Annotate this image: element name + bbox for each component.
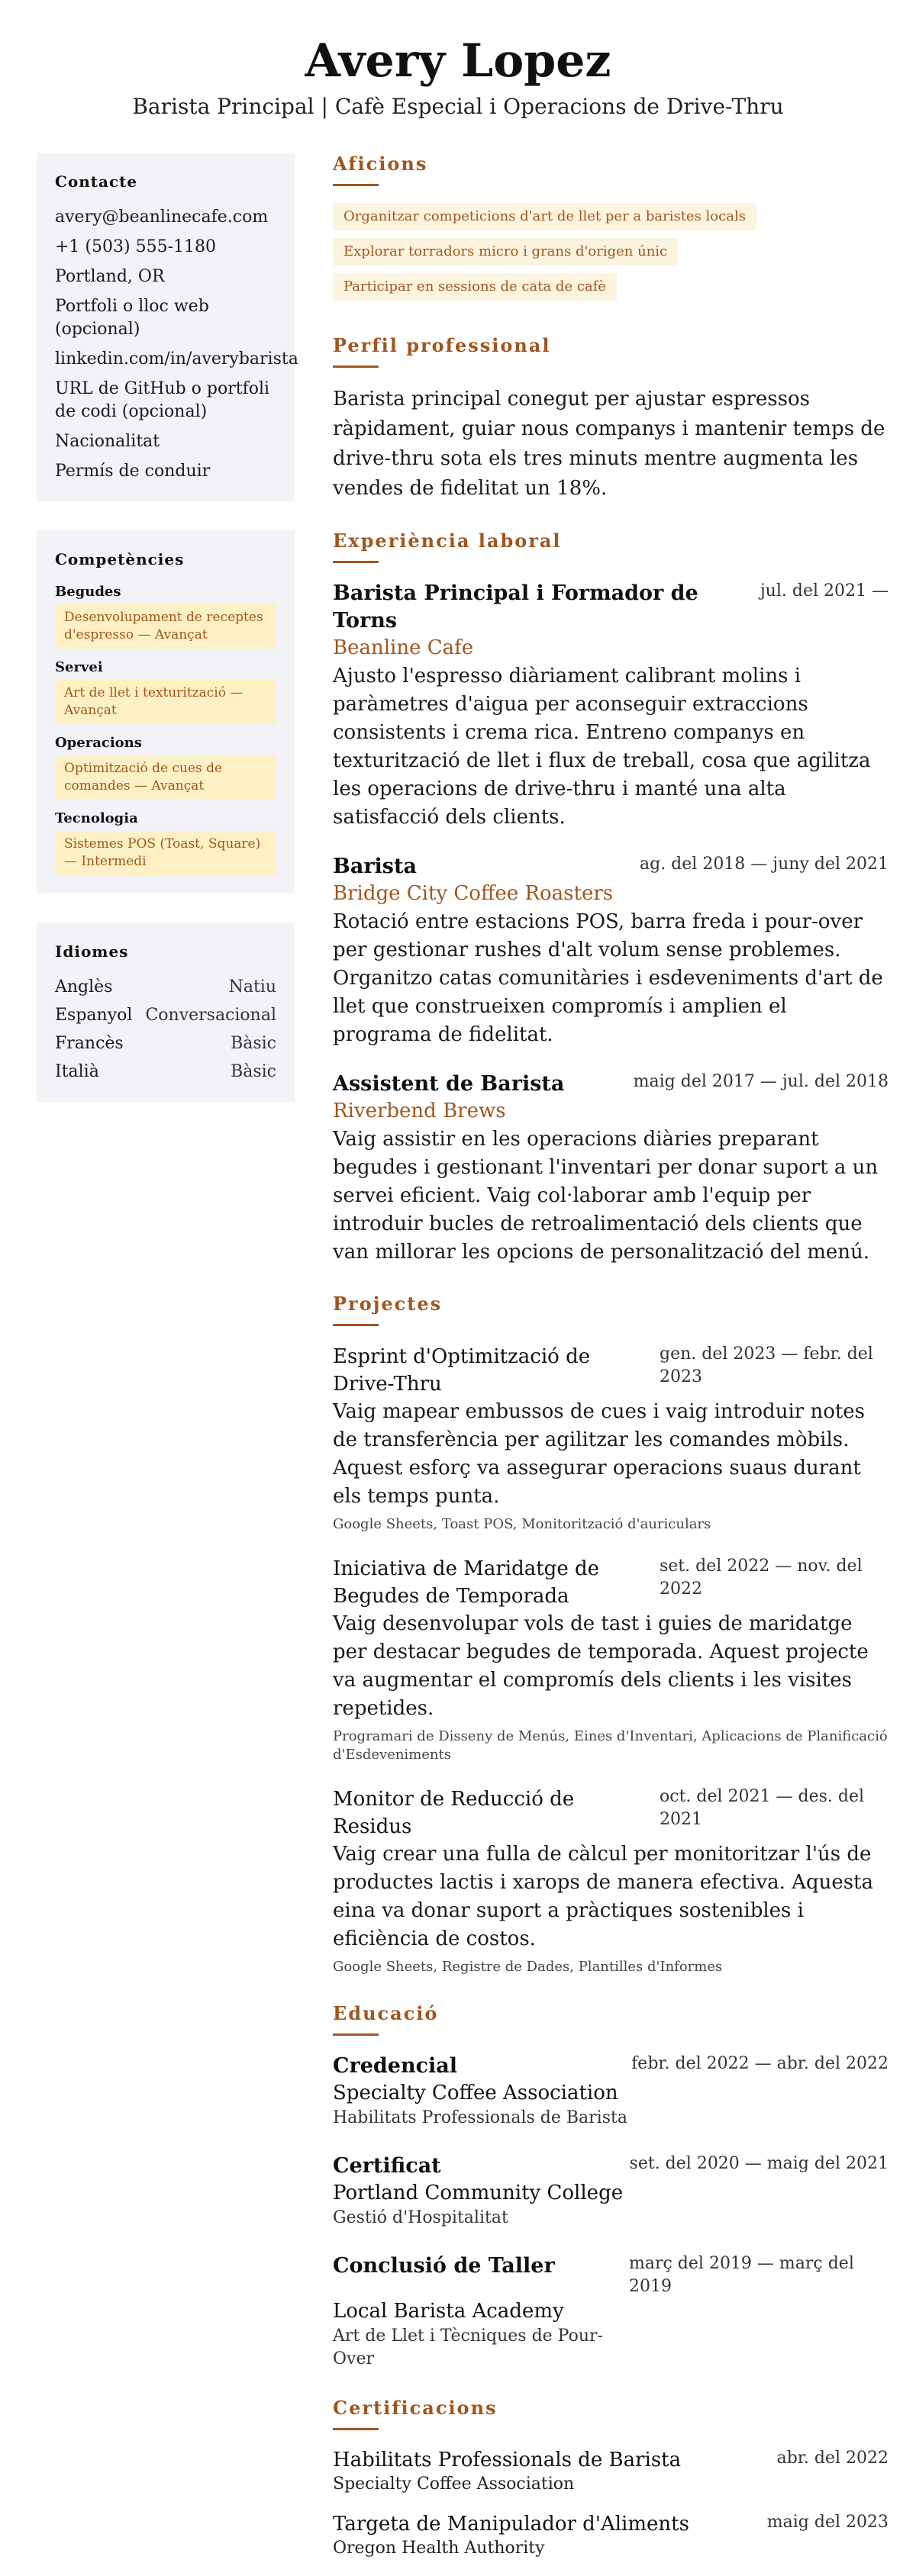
project-tools: Programari de Disseny de Menús, Eines d'Inventari, Aplicacions de Planificació d'Esdeveniments [333, 1728, 888, 1763]
education-dates: febr. del 2022 — abr. del 2022 [631, 2054, 889, 2073]
language-level: Natiu [228, 977, 276, 997]
certification-issuer: Specialty Coffee Association [333, 2475, 575, 2494]
hobby-tag: Explorar torradors micro i grans d'origen únic [333, 238, 678, 266]
certification-entry [333, 2447, 889, 2496]
languages-title: Idiomes [55, 942, 129, 961]
main-content [333, 153, 889, 2576]
section-divider [333, 2033, 379, 2036]
job-dates: ag. del 2018 — juny del 2021 [640, 855, 889, 874]
job-description: Rotació entre estacions POS, barra freda i pour-over per gestionar rushes d'alt volum sense problemes. Organitzo catas comunitàries i esdeveniments d'art de llet que construeixen compromís i amplien el programa de fidelitat. [333, 910, 883, 1046]
section-title: Projectes [333, 1293, 443, 1315]
certification-name: Habilitats Professionals de Barista [333, 2449, 682, 2471]
project-dates: set. del 2022 — nov. del 2022 [660, 1557, 863, 1599]
section-divider [333, 2428, 379, 2430]
education-field: Art de Llet i Tècniques de Pour-Over [333, 2326, 603, 2368]
hobby-tag: Organitzar competicions d'art de llet per a baristes locals [333, 203, 756, 230]
skill-tag: Optimització de cues de comandes — Avançat [55, 755, 276, 800]
education-field: Habilitats Professionals de Barista [333, 2108, 627, 2127]
section-divider [333, 1324, 379, 1326]
project-entry [333, 1785, 889, 1976]
project-description: Vaig crear una fulla de càlcul per monitoritzar l'ús de productes lactis i xarops de manera efectiva. Aquesta eina va donar suport a pràctiques sostenibles i eficiència de costos. [333, 1843, 874, 1950]
education-school: Local Barista Academy [333, 2300, 564, 2323]
section-title: Perfil professional [333, 334, 551, 356]
contact-phone[interactable]: +1 (503) 555-1180 [55, 237, 216, 256]
language-name: Francès [55, 1034, 124, 1053]
education-dates: set. del 2020 — maig del 2021 [629, 2154, 889, 2173]
language-name: Espanyol [55, 1006, 133, 1025]
education-degree: Credencial [333, 2054, 458, 2078]
section-divider [333, 561, 379, 563]
job-dates: jul. del 2021 — [760, 581, 889, 601]
candidate-subtitle: Barista Principal | Cafè Especial i Operacions de Drive-Thru [132, 94, 784, 119]
language-row [55, 1032, 276, 1055]
section-title: Experiència laboral [333, 530, 562, 552]
education-degree: Conclusió de Taller [333, 2254, 555, 2278]
skill-tag: Desenvolupament de receptes d'espresso — Avançat [55, 604, 276, 649]
hobbies-section [333, 153, 889, 308]
languages-card [37, 923, 295, 1102]
skills-title: Competències [55, 550, 185, 568]
experience-entry [333, 853, 889, 1049]
project-dates: oct. del 2021 — des. del 2021 [660, 1787, 865, 1829]
skill-group [55, 659, 276, 724]
skill-category: Servei [55, 659, 103, 675]
section-title: Educació [333, 2002, 439, 2024]
project-description: Vaig mapear embussos de cues i vaig introduir notes de transferència per agilitzar les comandes mòbils. Aquest esforç va assegurar operacions suaus durant els temps punta. [333, 1400, 866, 1508]
skill-group [55, 735, 276, 800]
education-degree: Certificat [333, 2154, 441, 2178]
job-description: Vaig assistir en les operacions diàries preparant begudes i gestionant l'inventari per donar suport a un servei eficient. Vaig col·laborar amb l'equip per introduir bucles de retroalimentació dels clients que van millorar les opcions de personalització del menú. [333, 1128, 879, 1264]
section-title: Aficions [333, 153, 428, 175]
education-dates: març del 2019 — març del 2019 [629, 2254, 854, 2296]
profile-section [333, 334, 889, 504]
contact-title: Contacte [55, 172, 138, 191]
project-title: Monitor de Reducció de Residus [333, 1788, 575, 1838]
section-divider [333, 365, 379, 368]
language-name: Anglès [55, 977, 113, 997]
section-title: Certificacions [333, 2397, 498, 2419]
contact-portfolio: Portfoli o lloc web (opcional) [55, 297, 209, 339]
skill-tag: Art de llet i texturització — Avançat [55, 680, 276, 724]
experience-entry [333, 580, 889, 832]
education-school: Portland Community College [333, 2182, 624, 2204]
sidebar [37, 153, 298, 1131]
profile-summary: Barista principal conegut per ajustar espressos ràpidament, guiar nous companys i mantenir temps de drive-thru sota els tres minuts mentre augmenta les vendes de fidelitat un 18%. [333, 388, 885, 500]
skill-category: Begudes [55, 584, 121, 600]
contact-linkedin[interactable]: linkedin.com/in/averybarista [55, 349, 298, 369]
skills-card [37, 530, 295, 894]
certification-date: maig del 2023 [766, 2513, 889, 2532]
language-level: Bàsic [231, 1062, 276, 1081]
experience-entry [333, 1071, 889, 1267]
contact-email[interactable]: avery@beanlinecafe.com [55, 208, 269, 227]
certification-entry [333, 2511, 889, 2560]
contact-license: Permís de conduir [55, 462, 211, 481]
certification-issuer: Oregon Health Authority [333, 2539, 545, 2558]
experience-section [333, 530, 889, 1267]
job-title: Barista [333, 855, 417, 878]
contact-nationality: Nacionalitat [55, 432, 160, 451]
project-entry [333, 1555, 889, 1764]
project-tools: Google Sheets, Toast POS, Monitorització d'auriculars [333, 1516, 711, 1532]
contact-github: URL de GitHub o portfoli de codi (opcional) [55, 379, 270, 421]
job-dates: maig del 2017 — jul. del 2018 [633, 1072, 889, 1091]
skill-group [55, 584, 276, 649]
job-title: Assistent de Barista [333, 1072, 565, 1096]
project-tools: Google Sheets, Registre de Dades, Plantilles d'Informes [333, 1959, 723, 1975]
contact-location: Portland, OR [55, 267, 165, 286]
company-name: Beanline Cafe [333, 636, 474, 659]
job-description: Ajusto l'espresso diàriament calibrant molins i paràmetres d'aigua per aconseguir extraccions consistents i crema rica. Entreno companys en texturització de llet i flux de treball, cosa que agilitza les operacions de drive-thru i manté una alta satisfacció dels clients. [333, 665, 871, 829]
skill-tag: Sistemes POS (Toast, Square) — Intermedi [55, 831, 276, 875]
candidate-name: Avery Lopez [305, 34, 611, 88]
skill-category: Tecnologia [55, 810, 138, 826]
section-divider [333, 184, 379, 186]
project-dates: gen. del 2023 — febr. del 2023 [660, 1344, 873, 1386]
projects-section [333, 1293, 889, 1976]
skill-category: Operacions [55, 735, 142, 751]
certification-date: abr. del 2022 [776, 2449, 889, 2468]
education-section [333, 2002, 889, 2371]
education-school: Specialty Coffee Association [333, 2082, 618, 2104]
certification-name: Targeta de Manipulador d'Aliments [333, 2513, 689, 2536]
hobby-list [333, 203, 889, 308]
skill-group [55, 810, 276, 875]
company-name: Riverbend Brews [333, 1100, 506, 1122]
language-level: Conversacional [145, 1006, 276, 1025]
language-row [55, 1004, 276, 1027]
resume-header [0, 0, 916, 145]
project-title: Esprint d'Optimització de Drive-Thru [333, 1345, 591, 1396]
job-title: Barista Principal i Formador de Torns [333, 581, 698, 633]
certifications-section [333, 2397, 889, 2560]
contact-card [37, 153, 298, 501]
project-entry [333, 1343, 889, 1534]
education-entry [333, 2053, 889, 2130]
education-field: Gestió d'Hospitalitat [333, 2208, 508, 2227]
language-row [55, 976, 276, 999]
project-title: Iniciativa de Maridatge de Begudes de Temporada [333, 1557, 600, 1608]
language-name: Italià [55, 1062, 99, 1081]
education-entry [333, 2153, 889, 2230]
company-name: Bridge City Coffee Roasters [333, 882, 614, 905]
hobby-tag: Participar en sessions de cata de cafè [333, 273, 617, 301]
language-row [55, 1061, 276, 1084]
language-level: Bàsic [231, 1034, 276, 1053]
education-entry [333, 2252, 889, 2371]
project-description: Vaig desenvolupar vols de tast i guies de maridatge per destacar begudes de temporada. Aquest projecte va augmentar el compromís dels clients i les visites repetides. [333, 1612, 869, 1720]
